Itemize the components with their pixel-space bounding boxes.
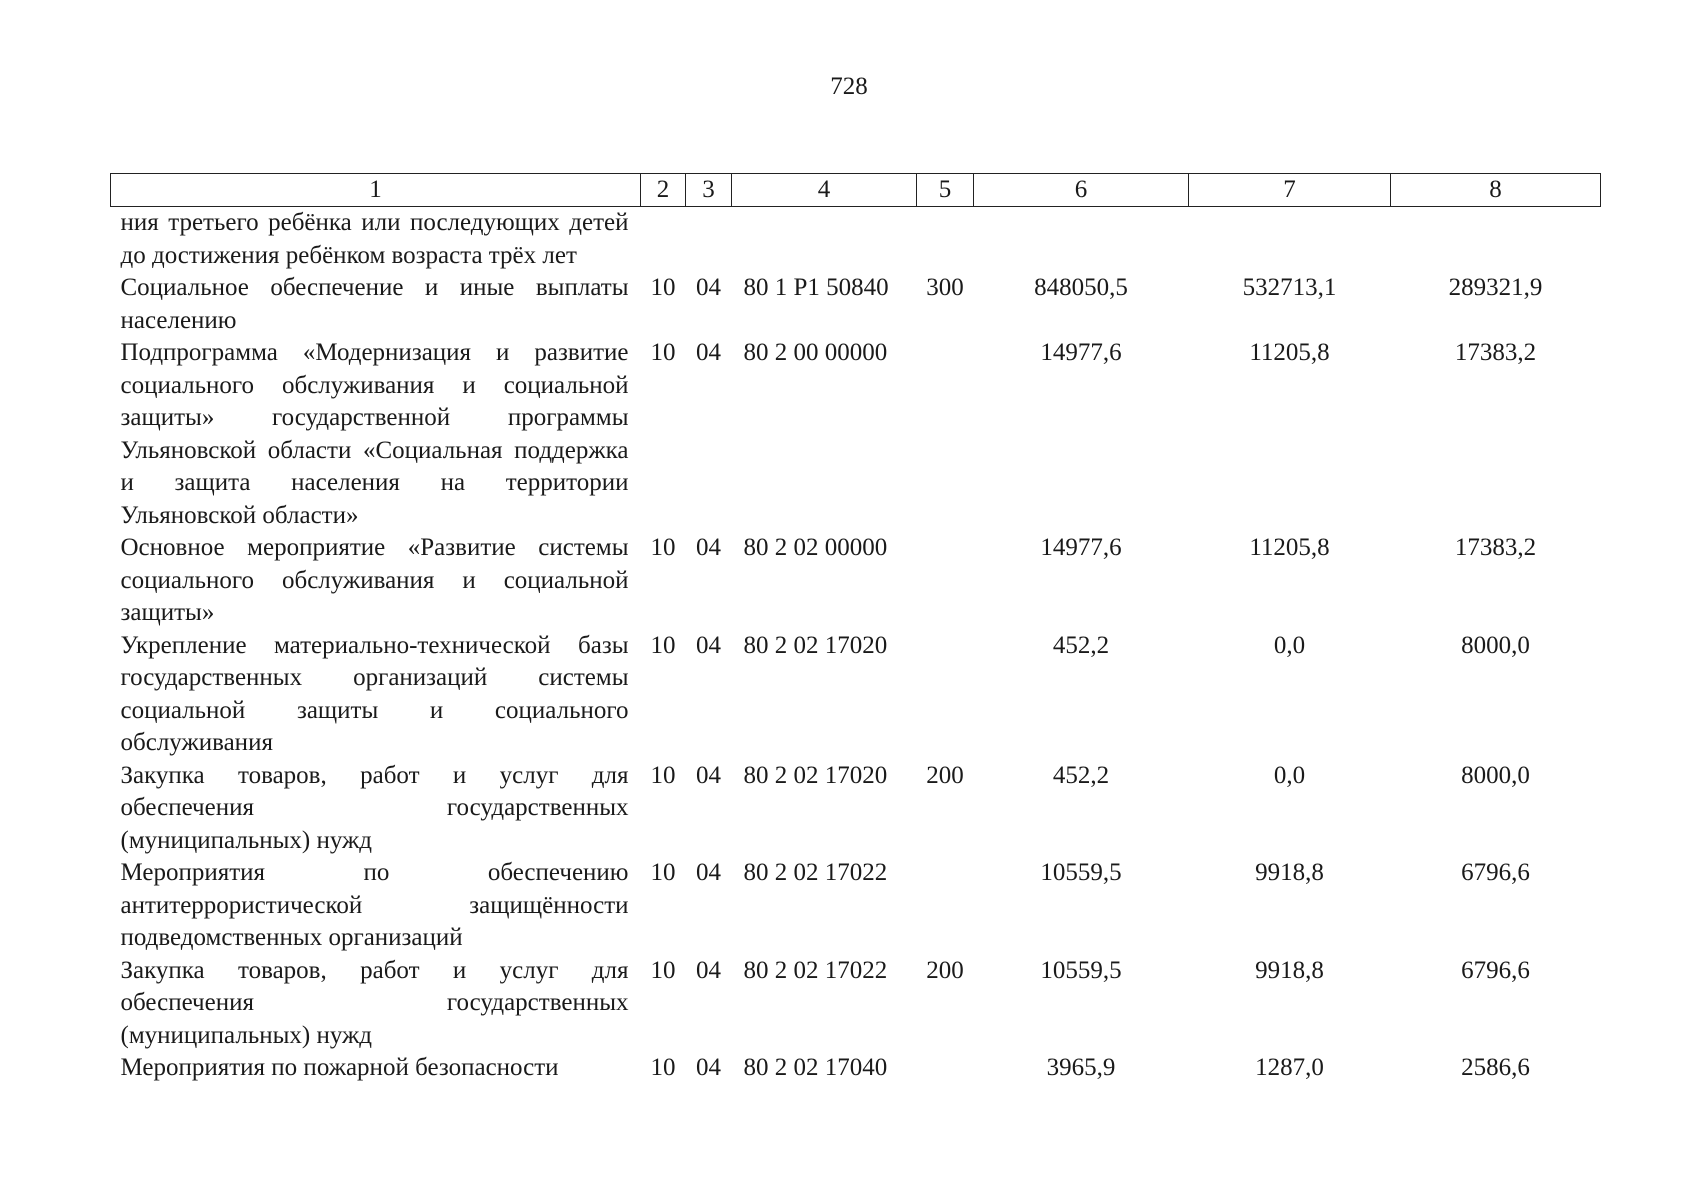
- table-row: [111, 337, 1601, 532]
- table-row: [111, 630, 1601, 760]
- amount-col7-cell: 9918,8: [1255, 859, 1324, 886]
- amount-col8-cell: 8000,0: [1461, 761, 1530, 789]
- amount-col8-cell: 17383,2: [1454, 534, 1537, 561]
- expense-type-cell: [917, 857, 974, 955]
- amount-col6-cell: 10559,5: [1040, 956, 1122, 984]
- target-article-cell: 80 2 02 17040: [743, 1054, 888, 1081]
- column-header-3: 3: [686, 174, 732, 207]
- amount-col7-cell: 11205,8: [1249, 534, 1330, 561]
- column-header-5: 5: [917, 174, 974, 207]
- row-name-cell: Мероприятия по обеспечению антитеррористической защищённости подведомственных организаций: [120, 859, 629, 951]
- expense-type-cell: [917, 532, 974, 630]
- header-row: [111, 174, 1601, 207]
- row-name-cell: Укрепление материально-технической базы государственных организаций системы социальной защиты и социального обслуживания: [120, 631, 629, 756]
- target-article-cell: 80 2 02 17020: [743, 761, 888, 789]
- amount-col8-cell: [1391, 207, 1601, 273]
- amount-col8-cell: 17383,2: [1454, 339, 1537, 366]
- amount-col7-cell: 11205,8: [1249, 339, 1330, 366]
- expense-type-cell: [917, 1052, 974, 1085]
- target-article-cell: 80 2 02 00000: [743, 534, 888, 561]
- table-row: [111, 272, 1601, 337]
- amount-col6-cell: [974, 207, 1189, 273]
- row-name-cell: Основное мероприятие «Развитие системы социального обслуживания и социальной защиты»: [120, 534, 629, 626]
- amount-col7-cell: 0,0: [1273, 631, 1306, 659]
- amount-col6-cell: 3965,9: [1046, 1054, 1116, 1081]
- subsection-code-cell: 04: [696, 761, 721, 789]
- expense-type-cell: 200: [926, 956, 964, 984]
- section-code-cell: 10: [650, 534, 676, 561]
- table-row: [111, 532, 1601, 630]
- subsection-code-cell: 04: [696, 1054, 721, 1081]
- table-row: [111, 857, 1601, 955]
- target-article-cell: 80 2 02 17020: [743, 631, 888, 659]
- amount-col7-cell: 9918,8: [1255, 956, 1324, 984]
- section-code-cell: 10: [650, 859, 676, 886]
- amount-col7-cell: 1287,0: [1255, 1054, 1324, 1081]
- table-row: [111, 1052, 1601, 1085]
- column-header-4: 4: [732, 174, 917, 207]
- section-code-cell: [641, 207, 686, 273]
- amount-col7-cell: 0,0: [1273, 761, 1306, 789]
- section-code-cell: 10: [650, 956, 676, 984]
- target-article-cell: 80 2 00 00000: [743, 339, 888, 366]
- subsection-code-cell: 04: [696, 339, 721, 366]
- amount-col6-cell: 14977,6: [1040, 534, 1122, 561]
- page-number: 728: [830, 73, 868, 100]
- row-name-cell: Закупка товаров, работ и услуг для обеспечения государственных (муниципальных) нужд: [120, 956, 629, 1049]
- amount-col8-cell: 289321,9: [1448, 274, 1543, 301]
- table-row: [111, 207, 1601, 273]
- amount-col7-cell: [1189, 207, 1391, 273]
- table-row: [111, 760, 1601, 858]
- column-header-6: 6: [974, 174, 1189, 207]
- amount-col6-cell: 14977,6: [1040, 339, 1122, 366]
- section-code-cell: 10: [650, 761, 676, 789]
- section-code-cell: 10: [650, 631, 676, 659]
- row-name-cell: Закупка товаров, работ и услуг для обеспечения государственных (муниципальных) нужд: [120, 761, 629, 854]
- amount-col6-cell: 452,2: [1052, 761, 1110, 789]
- expense-type-cell: [917, 207, 974, 273]
- target-article-cell: 80 2 02 17022: [743, 956, 888, 984]
- subsection-code-cell: 04: [696, 534, 721, 561]
- expense-type-cell: 300: [926, 274, 964, 301]
- amount-col7-cell: 532713,1: [1242, 274, 1337, 301]
- amount-col8-cell: 6796,6: [1461, 956, 1530, 984]
- section-code-cell: 10: [650, 274, 676, 301]
- amount-col8-cell: 2586,6: [1461, 1054, 1530, 1081]
- row-name-cell: Подпрограмма «Модернизация и развитие социального обслуживания и социальной защиты» государственной программы Ульяновской области «Социальная поддержка и защита населения на территории Ульяновской области»: [120, 339, 629, 529]
- amount-col6-cell: 452,2: [1052, 631, 1110, 659]
- section-code-cell: 10: [650, 1054, 676, 1081]
- target-article-cell: 80 1 Р1 50840: [743, 274, 889, 301]
- target-article-cell: [732, 207, 917, 273]
- amount-col8-cell: 6796,6: [1461, 859, 1530, 886]
- target-article-cell: 80 2 02 17022: [743, 859, 888, 886]
- subsection-code-cell: 04: [696, 956, 721, 984]
- subsection-code-cell: [686, 207, 732, 273]
- expense-type-cell: [917, 337, 974, 532]
- amount-col8-cell: 8000,0: [1461, 631, 1530, 659]
- section-code-cell: 10: [650, 339, 676, 366]
- row-name-cell: Социальное обеспечение и иные выплаты населению: [120, 274, 629, 334]
- column-header-2: 2: [641, 174, 686, 207]
- amount-col6-cell: 10559,5: [1040, 859, 1122, 886]
- column-header-1: 1: [111, 174, 641, 207]
- expense-type-cell: [917, 630, 974, 760]
- amount-col6-cell: 848050,5: [1034, 274, 1128, 301]
- subsection-code-cell: 04: [696, 274, 721, 301]
- column-header-8: 8: [1391, 174, 1601, 207]
- budget-table: [110, 173, 1601, 1085]
- subsection-code-cell: 04: [696, 631, 721, 659]
- table-body: [111, 207, 1601, 1085]
- expense-type-cell: 200: [926, 761, 964, 789]
- column-header-7: 7: [1189, 174, 1391, 207]
- table-row: [111, 955, 1601, 1053]
- row-name-cell: ния третьего ребёнка или последующих детей до достижения ребёнком возраста трёх лет: [120, 209, 629, 269]
- subsection-code-cell: 04: [696, 859, 721, 886]
- row-name-cell: Мероприятия по пожарной безопасности: [120, 1054, 559, 1081]
